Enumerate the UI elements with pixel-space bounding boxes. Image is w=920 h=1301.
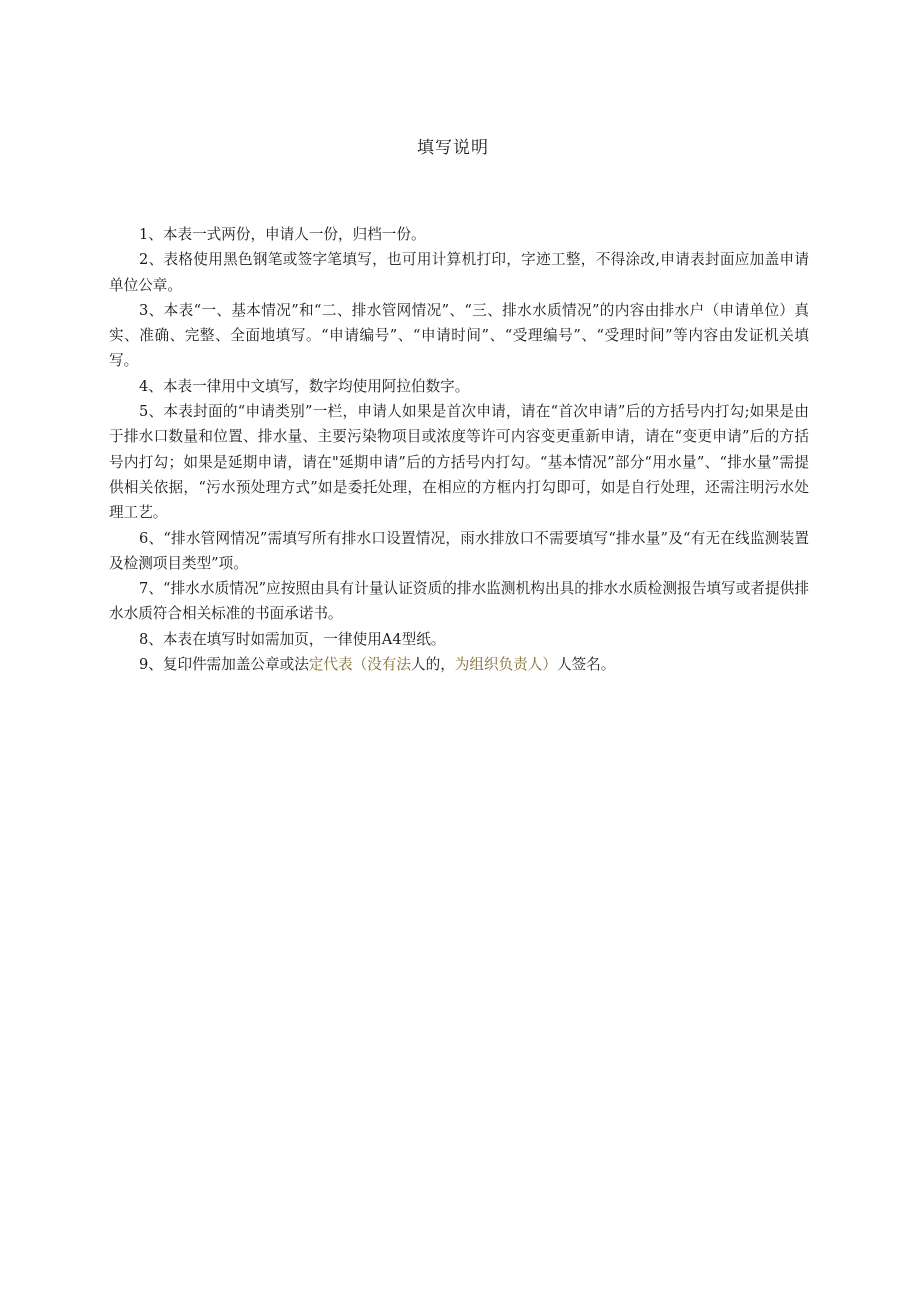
- instruction-item-9-part-1: 9、复印件需加盖公章或法: [139, 656, 309, 674]
- instruction-item-9-highlight-2: 为组织负责人）: [454, 656, 557, 674]
- instruction-item-6: 6、“排水管网情况”需填写所有排水口设置情况，雨水排放口不需要填写“排水量”及“有无在线监测装置及检测项目类型”项。: [109, 529, 809, 572]
- instructions-list: [109, 222, 809, 677]
- instruction-item-3: 3、本表“一、基本情况”和“二、排水管网情况”、“三、排水水质情况”的内容由排水户（申请单位）真实、准确、完整、全面地填写。“申请编号”、“申请时间”、“受理编号”、“受理时间”等内容由发证机关填写。: [109, 301, 809, 370]
- instruction-item-2: 2、表格使用黑色钢笔或签字笔填写，也可用计算机打印，字迹工整，不得涂改,申请表封面应加盖申请单位公章。: [109, 251, 809, 294]
- instruction-item-1: 1、本表一式两份，申请人一份，归档一份。: [139, 226, 426, 243]
- instruction-item-9: [109, 652, 809, 677]
- instruction-item-9-part-3: 人签名。: [556, 656, 616, 674]
- instruction-item-9-part-2: 人的，: [411, 656, 455, 674]
- instruction-item-4: 4、本表一律用中文填写，数字均使用阿拉伯数字。: [139, 377, 470, 395]
- instruction-item-8: 8、本表在填写时如需加页，一律使用A4型纸。: [139, 630, 446, 648]
- page-title: 填写说明: [417, 138, 489, 158]
- instruction-item-7: 7、“排水水质情况”应按照由具有计量认证资质的排水监测机构出具的排水水质检测报告填写或者提供排水水质符合相关标准的书面承诺书。: [109, 580, 809, 623]
- instruction-item-5: 5、本表封面的“申请类别”一栏，申请人如果是首次申请，请在“首次申请”后的方括号内打勾;如果是由于排水口数量和位置、排水量、主要污染物项目或浓度等许可内容变更重新申请，请在“变更申请”后的方括号内打勾；如果是延期申请，请在"延期申请”后的方括号内打勾。“基本情况”部分“用水量”、“排水量”需提供相关依据，“污水预处理方式”如是委托处理，在相应的方框内打勾即可，如是自行处理，还需注明污水处理工艺。: [109, 403, 809, 522]
- instruction-item-9-highlight-1: 定代表（没有法: [308, 656, 411, 674]
